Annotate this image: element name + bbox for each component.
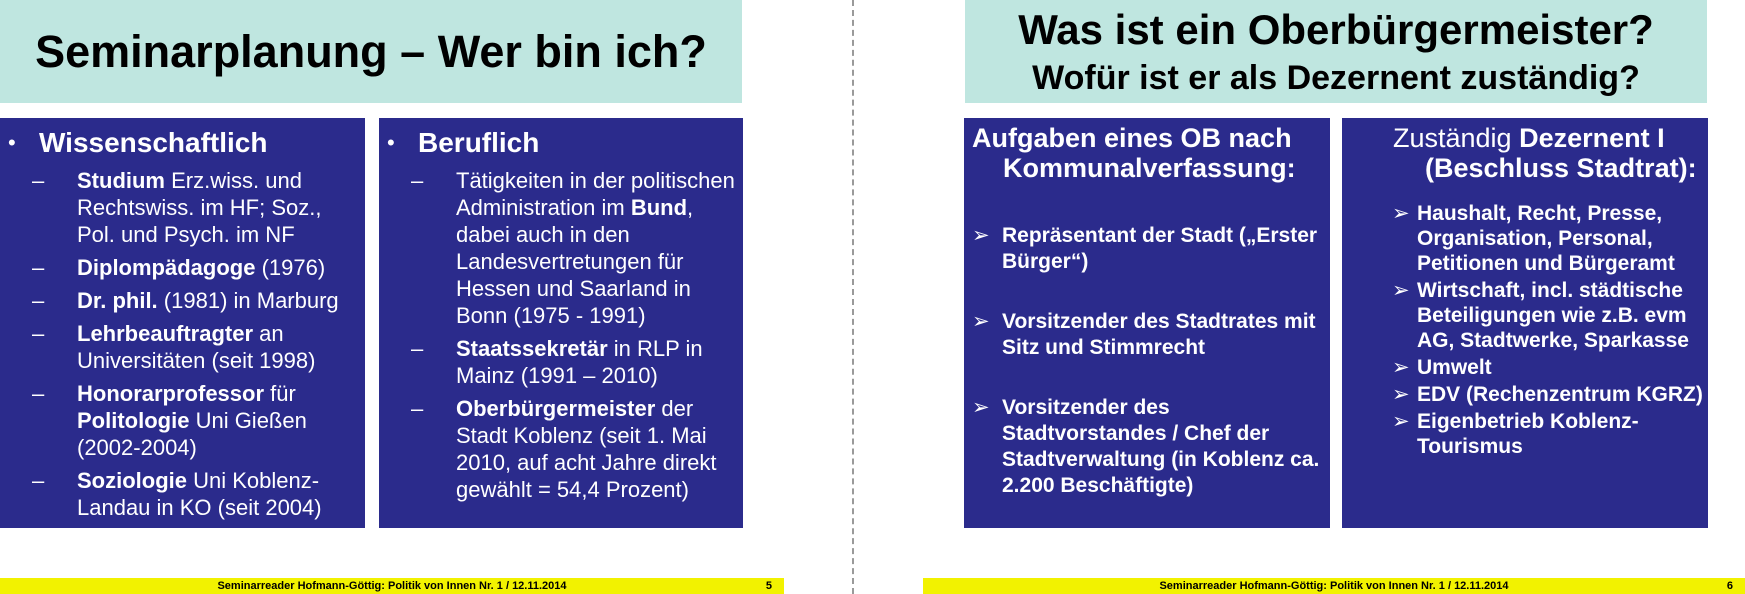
panel-zustaendig: [1342, 118, 1708, 528]
item-text: der Stadt Koblenz (seit 1. Mai 2010, auf acht Jahre direkt gewählt = 54,4 Prozent): [456, 396, 717, 502]
item-text: in RLP in Mainz (1991 – 2010): [456, 336, 703, 388]
dash-icon: –: [411, 396, 424, 421]
dash-icon: –: [32, 468, 45, 493]
list-item: [411, 167, 743, 329]
list-item: [32, 380, 365, 461]
item-text: Erz.wiss. und Rechtswiss. im HF; Soz., Pol. und Psych. im NF: [77, 168, 322, 247]
list-item: [972, 395, 1330, 499]
list-item: [1352, 382, 1708, 407]
list-item: [32, 467, 365, 521]
arrow-icon: ➢: [972, 396, 990, 419]
arrow-icon: ➢: [972, 310, 990, 333]
dash-icon: –: [411, 168, 424, 193]
dash-icon: –: [32, 381, 45, 406]
item-text: Vorsitzender des Stadtvorstandes / Chef der Stadtverwaltung (in Koblenz ca. 2.200 Beschäftigte): [1002, 396, 1320, 497]
item-text: für: [264, 381, 296, 406]
item-text: (1976): [255, 255, 326, 280]
dash-icon: –: [32, 288, 45, 313]
item-text: Vorsitzender des Stadtrates mit Sitz und Stimmrecht: [1002, 310, 1316, 359]
slide-title-right: [965, 0, 1707, 103]
panel-wissenschaftlich: [0, 118, 365, 528]
item-bold: Honorarprofessor: [77, 381, 265, 406]
page-subtitle: Wofür ist er als Dezernent zuständig?: [1032, 59, 1640, 97]
page-title: Was ist ein Oberbürgermeister?: [1018, 6, 1654, 53]
heading-text: Wissenschaftlich: [39, 127, 268, 158]
list-item: [972, 309, 1330, 361]
bullet-icon: •: [8, 130, 16, 155]
list-item: [1352, 278, 1708, 353]
panel-heading: [8, 125, 365, 161]
list-item: [411, 335, 743, 389]
footer-left: [0, 578, 784, 594]
footer-text: Seminarreader Hofmann-Göttig: Politik von Innen Nr. 1 / 12.11.2014: [217, 580, 567, 592]
dash-icon: –: [32, 168, 45, 193]
dash-icon: –: [32, 255, 45, 280]
item-bold: Studium: [77, 168, 165, 193]
panel-heading: [972, 123, 1330, 183]
item-text: , dabei auch in den Landesvertretungen für Hessen und Saarland in Bonn (1975 - 1991): [456, 195, 694, 328]
arrow-icon: ➢: [1392, 356, 1410, 379]
page-number: 6: [1726, 580, 1733, 592]
item-bold: Politologie: [77, 408, 190, 433]
item-bold: Diplompädagoge: [77, 255, 256, 280]
item-text: an Universitäten (seit 1998): [77, 321, 316, 373]
heading-line: Kommunalverfassung:: [1003, 153, 1296, 183]
item-bold: Lehrbeauftragter: [77, 321, 254, 346]
item-text: Wirtschaft, incl. städtische Beteiligungen wie z.B. evm AG, Stadtwerke, Sparkasse: [1417, 279, 1689, 352]
arrow-icon: ➢: [972, 224, 990, 247]
item-bold: Soziologie: [77, 468, 187, 493]
panel-aufgaben: [964, 118, 1330, 528]
item-text: Haushalt, Recht, Presse, Organisation, Personal, Petitionen und Bürgeramt: [1417, 202, 1675, 275]
list-item: [32, 287, 365, 314]
item-text: Uni Gießen (2002-2004): [77, 408, 307, 460]
panel-heading: [1352, 123, 1708, 183]
list-item: [1352, 409, 1708, 459]
page-number: 5: [765, 580, 772, 592]
heading-text: Beruflich: [418, 127, 540, 158]
item-bold: Bund: [630, 195, 688, 220]
arrow-icon: ➢: [1392, 410, 1410, 433]
panel-beruflich: [379, 118, 743, 528]
arrow-icon: ➢: [1392, 202, 1410, 225]
dash-icon: –: [32, 321, 45, 346]
heading-normal: Zuständig: [1393, 123, 1520, 153]
dash-icon: –: [411, 336, 424, 361]
item-text: Tätigkeiten in der politischen Administration im: [456, 168, 735, 220]
item-bold: Staatssekretär: [456, 336, 608, 361]
item-text: Eigenbetrieb Koblenz-Tourismus: [1417, 410, 1639, 458]
list-item: [32, 167, 365, 248]
footer-text: Seminarreader Hofmann-Göttig: Politik von Innen Nr. 1 / 12.11.2014: [1159, 580, 1509, 592]
bullet-icon: •: [387, 130, 395, 155]
list-item: [1352, 355, 1708, 380]
slide-title-left: [0, 0, 742, 103]
list-item: [411, 395, 743, 503]
page-title: Seminarplanung – Wer bin ich?: [35, 26, 707, 77]
list-item: [972, 223, 1330, 275]
list-item: [32, 320, 365, 374]
item-text: EDV (Rechenzentrum KGRZ): [1417, 383, 1703, 406]
heading-line: (Beschluss Stadtrat):: [1425, 153, 1697, 183]
heading-bold: Dezernent I: [1519, 123, 1665, 153]
item-text: Repräsentant der Stadt („Erster Bürger“): [1002, 224, 1318, 273]
heading-line: Aufgaben eines OB nach: [972, 123, 1292, 153]
arrow-icon: ➢: [1392, 279, 1410, 302]
footer-right: [923, 578, 1745, 594]
item-bold: Oberbürgermeister: [456, 396, 656, 421]
list-item: [1352, 201, 1708, 276]
arrow-icon: ➢: [1392, 383, 1410, 406]
item-bold: Dr. phil.: [77, 288, 158, 313]
item-text: (1981) in Marburg: [157, 288, 339, 313]
item-text: Umwelt: [1417, 356, 1492, 379]
page-divider: [852, 0, 854, 594]
item-text: Uni Koblenz-Landau in KO (seit 2004): [77, 468, 322, 520]
list-item: [32, 254, 365, 281]
panel-heading: [387, 125, 743, 161]
